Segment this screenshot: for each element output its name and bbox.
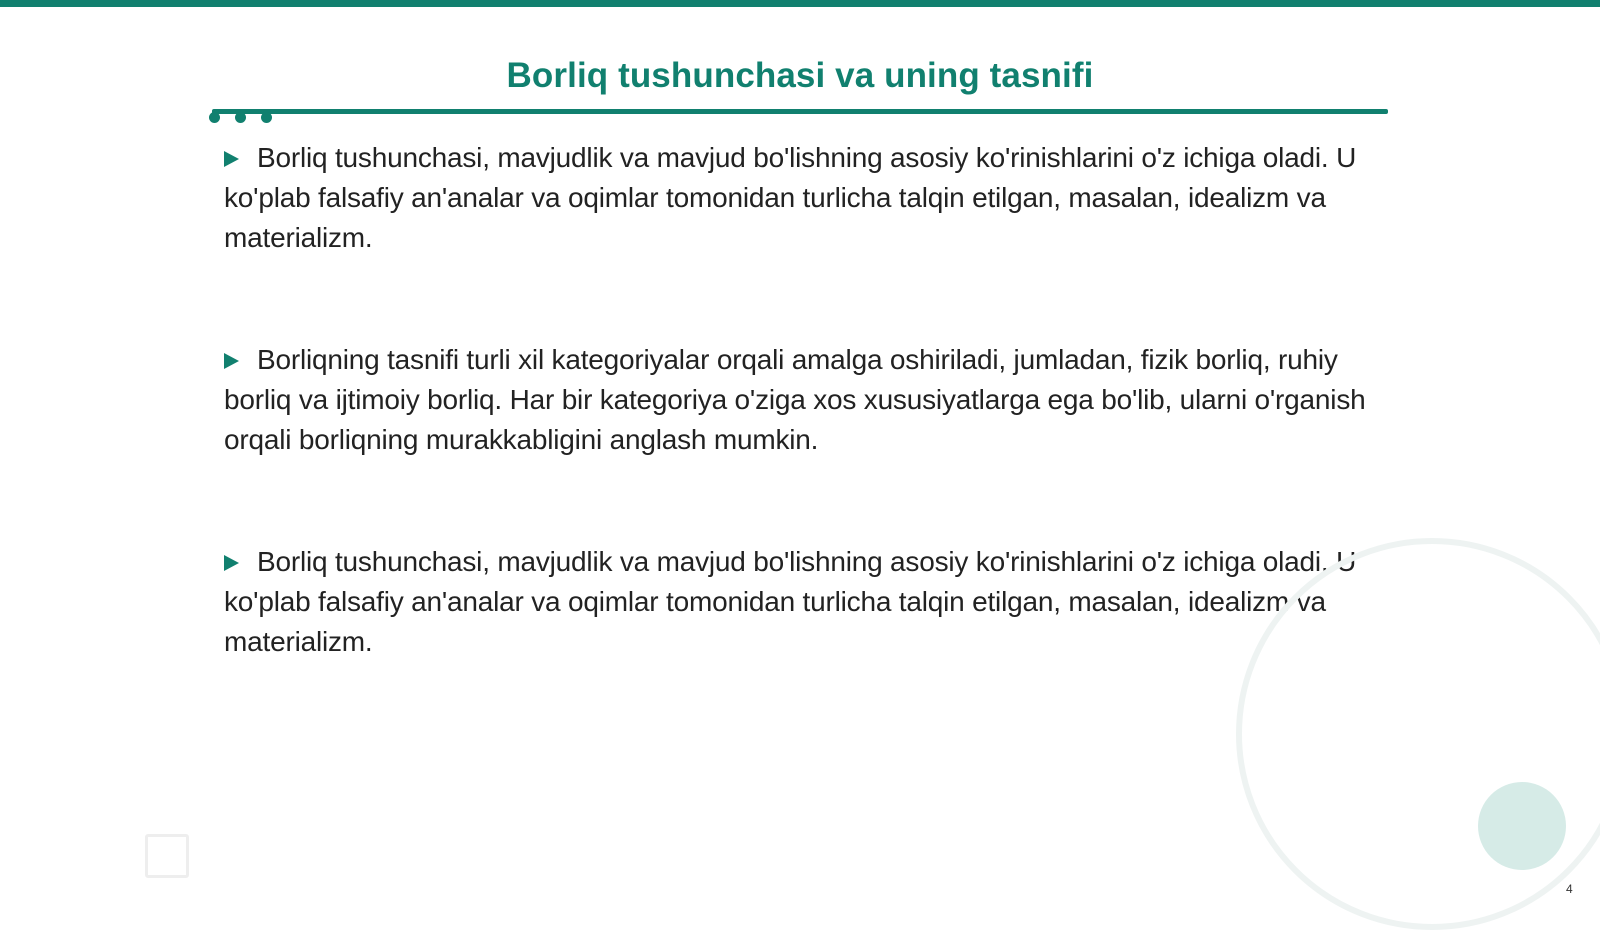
page-number: 4 bbox=[1566, 882, 1573, 896]
bullet-item bbox=[224, 340, 1374, 460]
triangle-right-icon bbox=[224, 353, 239, 369]
bullet-item bbox=[224, 542, 1374, 662]
bullet-text: Borliqning tasnifi turli xil kategoriyalar orqali amalga oshiriladi, jumladan, fizik borliq, ruhiy borliq va ijtimoiy borliq. Har bir kategoriya o'ziga xos xususiyatlarga ega bo'lib, ularni o'rganish orqali borliqning murakkabligini anglash mumkin. bbox=[224, 344, 1366, 455]
triangle-right-icon bbox=[224, 555, 239, 571]
underline-dot bbox=[209, 112, 220, 123]
underline-dot bbox=[261, 112, 272, 123]
decorative-square bbox=[145, 834, 189, 878]
bullet-text: Borliq tushunchasi, mavjudlik va mavjud bo'lishning asosiy ko'rinishlarini o'z ichiga oladi. U ko'plab falsafiy an'analar va oqimlar tomonidan turlicha talqin etilgan, masalan, idealizm va materializm. bbox=[224, 546, 1357, 657]
bullet-item bbox=[224, 138, 1374, 258]
title-underline bbox=[212, 109, 1388, 114]
decorative-ring bbox=[1236, 538, 1600, 930]
top-accent-bar bbox=[0, 0, 1600, 7]
bullet-text: Borliq tushunchasi, mavjudlik va mavjud bo'lishning asosiy ko'rinishlarini o'z ichiga oladi. U ko'plab falsafiy an'analar va oqimlar tomonidan turlicha talqin etilgan, masalan, idealizm va materializm. bbox=[224, 142, 1357, 253]
bullet-list bbox=[224, 138, 1374, 744]
decorative-circle bbox=[1478, 782, 1566, 870]
underline-dot bbox=[235, 112, 246, 123]
triangle-right-icon bbox=[224, 151, 239, 167]
slide-title: Borliq tushunchasi va uning tasnifi bbox=[506, 56, 1094, 95]
